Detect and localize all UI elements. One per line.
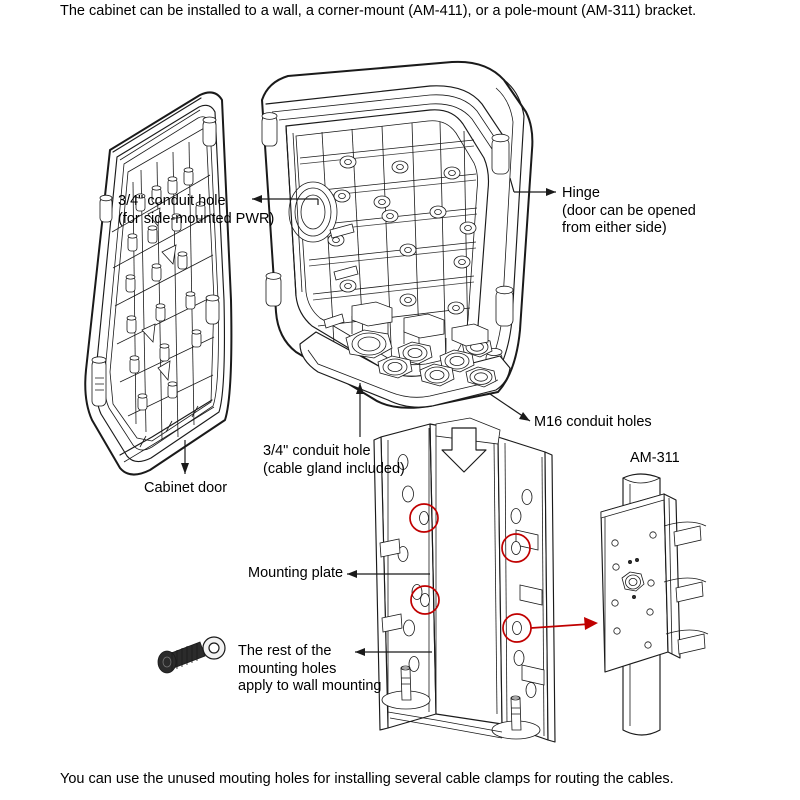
label-rest-holes-line2: mounting holes (238, 660, 337, 677)
label-conduit-hole-pwr (118, 193, 274, 228)
label-mounting-plate-line1: Mounting plate (248, 565, 344, 581)
label-m16-line1: M16 conduit holes (534, 414, 652, 430)
label-rest-holes-line3: apply to wall mounting (238, 678, 382, 695)
label-conduit-hole-pwr-line2: (for side-mounted PWR) (118, 210, 275, 227)
pole-mount-part (601, 474, 708, 735)
cabinet-door-part (85, 92, 231, 474)
caption-top: The cabinet can be installed to a wall, a corner-mount (AM-411), or a pole-mount (AM-311) bracket. (60, 3, 697, 19)
cabinet-body-part (262, 62, 532, 408)
label-hinge (562, 185, 696, 238)
label-conduit-hole-gland-line2: (cable gland included) (263, 460, 405, 477)
screw-and-washer (158, 637, 225, 673)
label-conduit-hole-gland-line1: 3/4" conduit hole (263, 443, 371, 459)
label-rest-holes-line1: The rest of the (238, 643, 332, 659)
label-hinge-line2: (door can be opened (562, 202, 696, 219)
label-m16-conduit-holes (534, 414, 652, 432)
label-hinge-line1: Hinge (562, 185, 600, 201)
label-conduit-hole-gland (263, 443, 405, 478)
caption-bottom: You can use the unused mouting holes for installing several cable clamps for routing the cables. (60, 771, 674, 787)
label-conduit-hole-pwr-line1: 3/4" conduit hole (118, 193, 226, 209)
label-am311 (630, 450, 680, 468)
label-cabinet-door (144, 480, 227, 498)
label-mounting-plate (248, 565, 343, 583)
label-cabinet-door-line1: Cabinet door (144, 480, 228, 496)
label-am311-line1: AM-311 (630, 450, 680, 466)
label-rest-of-mounting-holes (238, 643, 381, 696)
label-hinge-line3: from either side) (562, 220, 667, 237)
